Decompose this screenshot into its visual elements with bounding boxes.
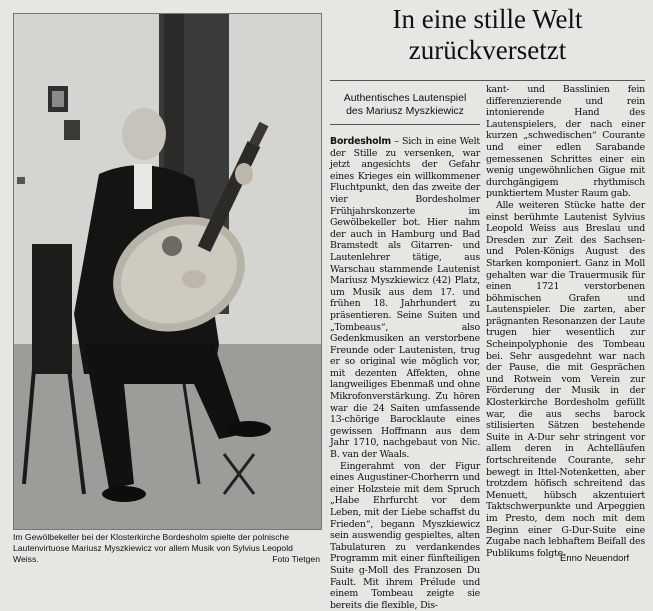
photo-caption bbox=[13, 532, 320, 565]
subheadline bbox=[330, 92, 480, 118]
dateline: Bordesholm bbox=[330, 136, 391, 147]
paragraph bbox=[330, 136, 480, 461]
concert-photo bbox=[13, 13, 322, 530]
headline-line-1: In eine stille Welt bbox=[392, 4, 583, 34]
headline bbox=[330, 4, 645, 66]
headline-line-2: zurückversetzt bbox=[408, 35, 567, 65]
article-column-1 bbox=[330, 136, 480, 611]
article-column-2 bbox=[486, 84, 645, 559]
paragraph: kant- und Basslinien fein differenzierende und rein intonierende Hand des Lautenspielers, der nach einer kurzen „schwedischen“ Courante und einer edlen Sarabande gemessenen Schrittes einer ein wenig ungewöhnlichen Gigue mit durchgängigem rhythmisch punktiertem Muster Raum gab. bbox=[486, 84, 645, 200]
subheadline-rule bbox=[330, 124, 480, 125]
paragraph: Eingerahmt von der Figur eines Augustiner-Chorherrn und einer Holzsteie mit dem Spruch „Habe Ehrfurcht vor dem Leben, mit der Liebe schaffst du Frieden“, begann Myszkiewicz sein auswendig gespieltes, alten Tabulaturen zu verdankendes Programm mit einer fünfteiligen Suite g-Moll des Franzosen Du Fault. Mit ihrem Prélude und einem Tombeau zeigte sie bereits die flexible, Dis- bbox=[330, 460, 480, 611]
paragraph-text: – Sich in eine Welt der Stille zu versenken, war jetzt angesichts der Gefahr eines Krieges ein willkommener Fluchtpunkt, den das zweite der vier Bordesholmer Frühjahrskonzerte im Gewölbekeller bot. Hier nahm der auch in Hamburg und Bad Bramstedt als Gitarren- und Lautenlehrer tätige, aus Warschau stammende Lautenist Mariusz Myszkiewicz (42) Platz, um Musik aus dem 17. und frühen 18. Jahrhundert zu präsentieren. Seine Suiten und „Tombeaus“, also Gedenkmusiken an verstorbene Freunde oder Lautenisten, trug er so original wie möglich vor, mit dezenten Affekten, ohne langweiliges Ebenmaß und ohne Mikrofonverstärkung. Zu hören war die 24 Saiten umfassende 13-chörige Barocklaute eines gewissen Hoffmann aus dem Jahr 1710, nachgebaut von Nic. B. van der Waals. bbox=[330, 136, 480, 461]
photo-credit: Foto Tietgen bbox=[272, 554, 320, 564]
lute-player-image bbox=[14, 14, 321, 529]
paragraph: Alle weiteren Stücke hatte der einst berühmte Lautenist Sylvius Leopold Weiss aus Breslau und Dresden zur Zeit des Sachsen- und Polen-Königs August des Starken komponiert. Ganz in Moll gehalten war die Trauermusik für einen 1721 verstorbenen böhmischen Grafen und Lautenspieler. Die zarten, aber prägnanten Resonanzen der Laute trugen hier wesentlich zur Scheinpolyphonie des Tombeau bei. Sehr ausgedehnt war nach der Pause, die mit Gesprächen und Rotwein vom Verein zur Förderung der Musik in der Klosterkirche Bordesholm gefüllt war, die aus sechs barock stilisierten Sätzen bestehende Suite in A-Dur sehr stringent vor allem deren in Achtelläufen fortschreitende Courante, sehr bewegt in Ittel-Notenketten, aber trotzdem höfisch schreitend das Menuett, hübsch akzentuiert Taktschwerpunkte und Arpeggien im Presto, dem noch mit dem Beginn einer G-Dur-Suite eine Zugabe nach lebhaftem Beifall des Publikums folgte. bbox=[486, 199, 645, 559]
headline-rule bbox=[330, 80, 645, 81]
caption-text: Im Gewölbekeller bei der Klosterkirche Bordesholm spielte der polnische Lautenvirtuose Mariusz Myszkiewicz vor allem Musik von Sylvius Leopold Weiss. bbox=[13, 532, 293, 564]
subheadline-line-2: des Mariusz Myszkiewicz bbox=[346, 105, 464, 117]
subheadline-line-1: Authentisches Lautenspiel bbox=[343, 92, 467, 104]
author-byline: Enno Neuendorf bbox=[560, 553, 630, 564]
